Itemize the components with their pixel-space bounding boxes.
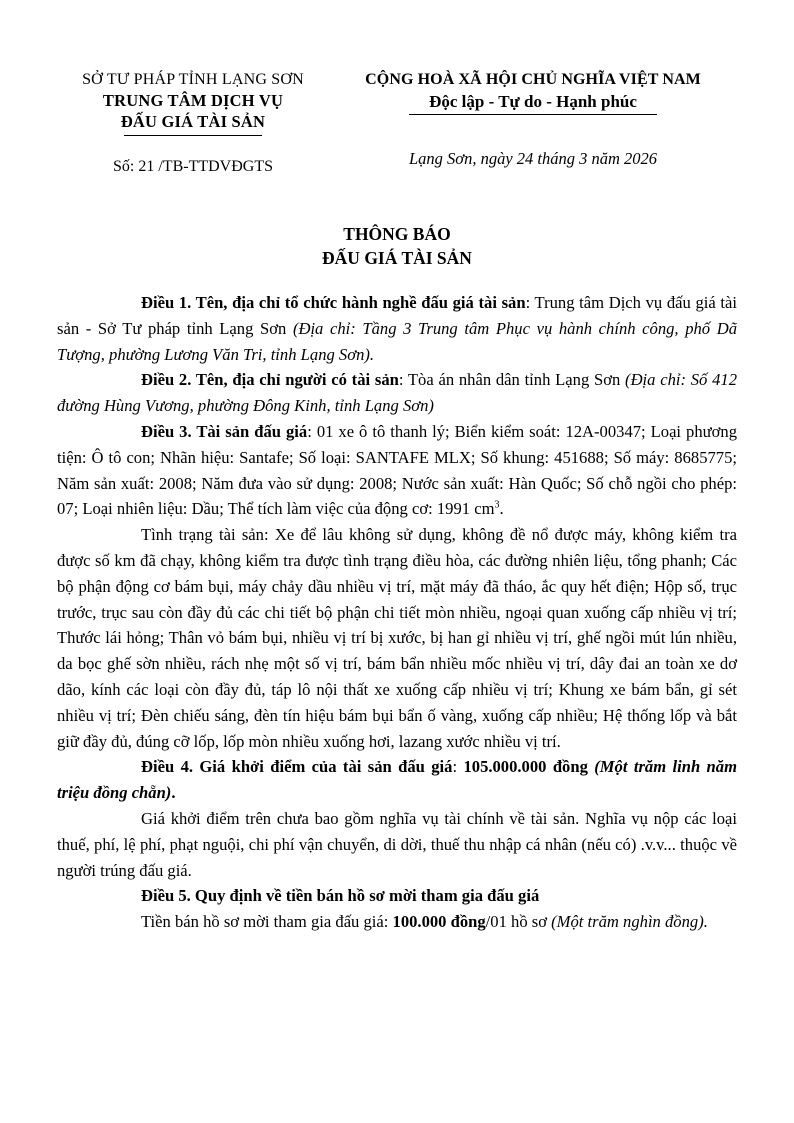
place-date-line: Lạng Sơn, ngày 24 tháng 3 năm 2026 (408, 149, 658, 168)
article-5-heading-paragraph (57, 883, 737, 909)
article-4-colon: : (452, 757, 464, 777)
article-4-period: . (171, 783, 176, 803)
issuer-divider-line (124, 135, 262, 136)
article-5-text-before: Tiền bán hồ sơ mời tham gia đấu giá: (141, 912, 393, 932)
issuer-org-line2: ĐẤU GIÁ TÀI SẢN (120, 112, 266, 131)
article-2-label: Điều 2. Tên, địa chỉ người có tài sản (141, 370, 399, 390)
issuer-department: SỞ TƯ PHÁP TỈNH LẠNG SƠN (82, 71, 304, 88)
article-1-text: : Trung tâm Dịch vụ đấu giá tài sản - Sở Tư pháp tỉnh Lạng Sơn (57, 293, 737, 338)
article-4-price-words: (Một trăm linh năm triệu đồng chẵn) (57, 757, 737, 803)
document-title (57, 222, 737, 270)
article-1-label: Điều 1. Tên, địa chỉ tổ chức hành nghề đấu giá tài sản (141, 293, 526, 312)
asset-condition-text: Tình trạng tài sản: Xe để lâu không sử dụng, không đề nổ được máy, không kiểm tra được số km đã chạy, không kiểm tra được tình trạng điều hòa, các đường nhiên liệu, tổng phanh; Các bộ phận động cơ bám bụi, máy chảy dầu nhiều vị trí, mặt máy đã tháo, ắc quy hết điện; Hộp số, trục trước, trục sau còn đầy đủ các chi tiết bộ phận chi tiết mòn nhiều, ngoại quan xuống cấp nhiều vị trí; Thước lái hỏng; Thân vỏ bám bụi, nhiều vị trí bị xước, bị han gỉ nhiều vị trí, ghế ngồi mút lún nhiều, da bọc ghế sờn nhiều, rách nhẹ một số vị trí, bám bẩn nhiều mốc nhiều vị trí, dây đai an toàn xe dơ dão, kính các loại còn đầy đủ, táp lô nội thất xe xuống cấp nhiều vị trí; Khung xe bám bẩn, gỉ sét nhiều vị trí; Đèn chiếu sáng, đèn tín hiệu bám bụi bẩn ố vàng, xuống cấp nhiều; Hệ thống lốp và bắt giữ đầy đủ, đúng cỡ lốp, lốp mòn nhiều xuống hơi, lazang xước nhiều vị trí. (57, 525, 737, 751)
article-4-price: 105.000.000 đồng (463, 757, 595, 777)
article-1-paragraph (57, 290, 737, 367)
document-number: Số: 21 /TB-TTDVĐGTS (113, 158, 273, 175)
article-4-note-text: Giá khởi điểm trên chưa bao gồm nghĩa vụ tài chính về tài sản. Nghĩa vụ nộp các loại thuế, phí, lệ phí, phạt nguội, chi phí vận chuyển, di dời, thuế thu nhập cá nhân (nếu có) .v.v... thuộc về người trúng đấu giá. (57, 808, 737, 880)
document-body (57, 290, 737, 935)
national-country: CỘNG HOÀ XÃ HỘI CHỦ NGHĨA VIỆT NAM (365, 71, 701, 88)
motto-divider-line (409, 114, 657, 115)
article-5-fee-words: (Một trăm nghìn đồng). (551, 912, 708, 932)
asset-condition-paragraph (57, 522, 737, 754)
article-2-text: : Tòa án nhân dân tỉnh Lạng Sơn (398, 370, 626, 390)
article-4-note-paragraph (57, 806, 737, 883)
national-block (329, 69, 737, 169)
article-3-period: . (499, 499, 504, 519)
article-5-fee-paragraph (57, 909, 737, 935)
article-3-paragraph (57, 419, 737, 522)
article-5-text-mid: /01 hồ sơ (485, 912, 552, 932)
issuer-org-line1: TRUNG TÂM DỊCH VỤ (102, 91, 284, 110)
article-2-address: (Địa chỉ: Số 412 đường Hùng Vương, phường Đông Kinh, tỉnh Lạng Sơn) (57, 370, 737, 416)
issuer-block (57, 69, 329, 177)
article-2-paragraph (57, 367, 737, 419)
article-3-superscript: 3 (494, 499, 500, 511)
article-5-fee: 100.000 đồng (392, 912, 486, 932)
national-motto: Độc lập - Tự do - Hạnh phúc (429, 92, 637, 111)
article-4-paragraph (57, 754, 737, 806)
article-3-label: Điều 3. Tài sản đấu giá (141, 421, 308, 441)
article-1-address: (Địa chỉ: Tầng 3 Trung tâm Phục vụ hành chính công, phố Dã Tượng, phường Lương Văn Tri, tỉnh Lạng Sơn). (57, 318, 737, 364)
document-title-line1: THÔNG BÁO (343, 224, 451, 244)
article-4-label: Điều 4. Giá khởi điểm của tài sản đấu giá (141, 757, 453, 777)
document-title-line2: ĐẤU GIÁ TÀI SẢN (322, 248, 472, 268)
document-header (57, 69, 737, 177)
article-3-text: : 01 xe ô tô thanh lý; Biển kiểm soát: 12A-00347; Loại phương tiện: Ô tô con; Nhãn hiệu: Santafe; Số loại: SANTAFE MLX; Số khung: 451688; Số máy: 8685775; Năm sản xuất: 2008; Năm đưa vào sử dụng: 2008; Nước sản xuất: Hàn Quốc; Số chỗ ngồi cho phép: 07; Loại nhiên liệu: Dầu; Thể tích làm việc của động cơ: 1991 cm (57, 421, 737, 519)
article-5-label: Điều 5. Quy định về tiền bán hồ sơ mời tham gia đấu giá (141, 886, 540, 906)
